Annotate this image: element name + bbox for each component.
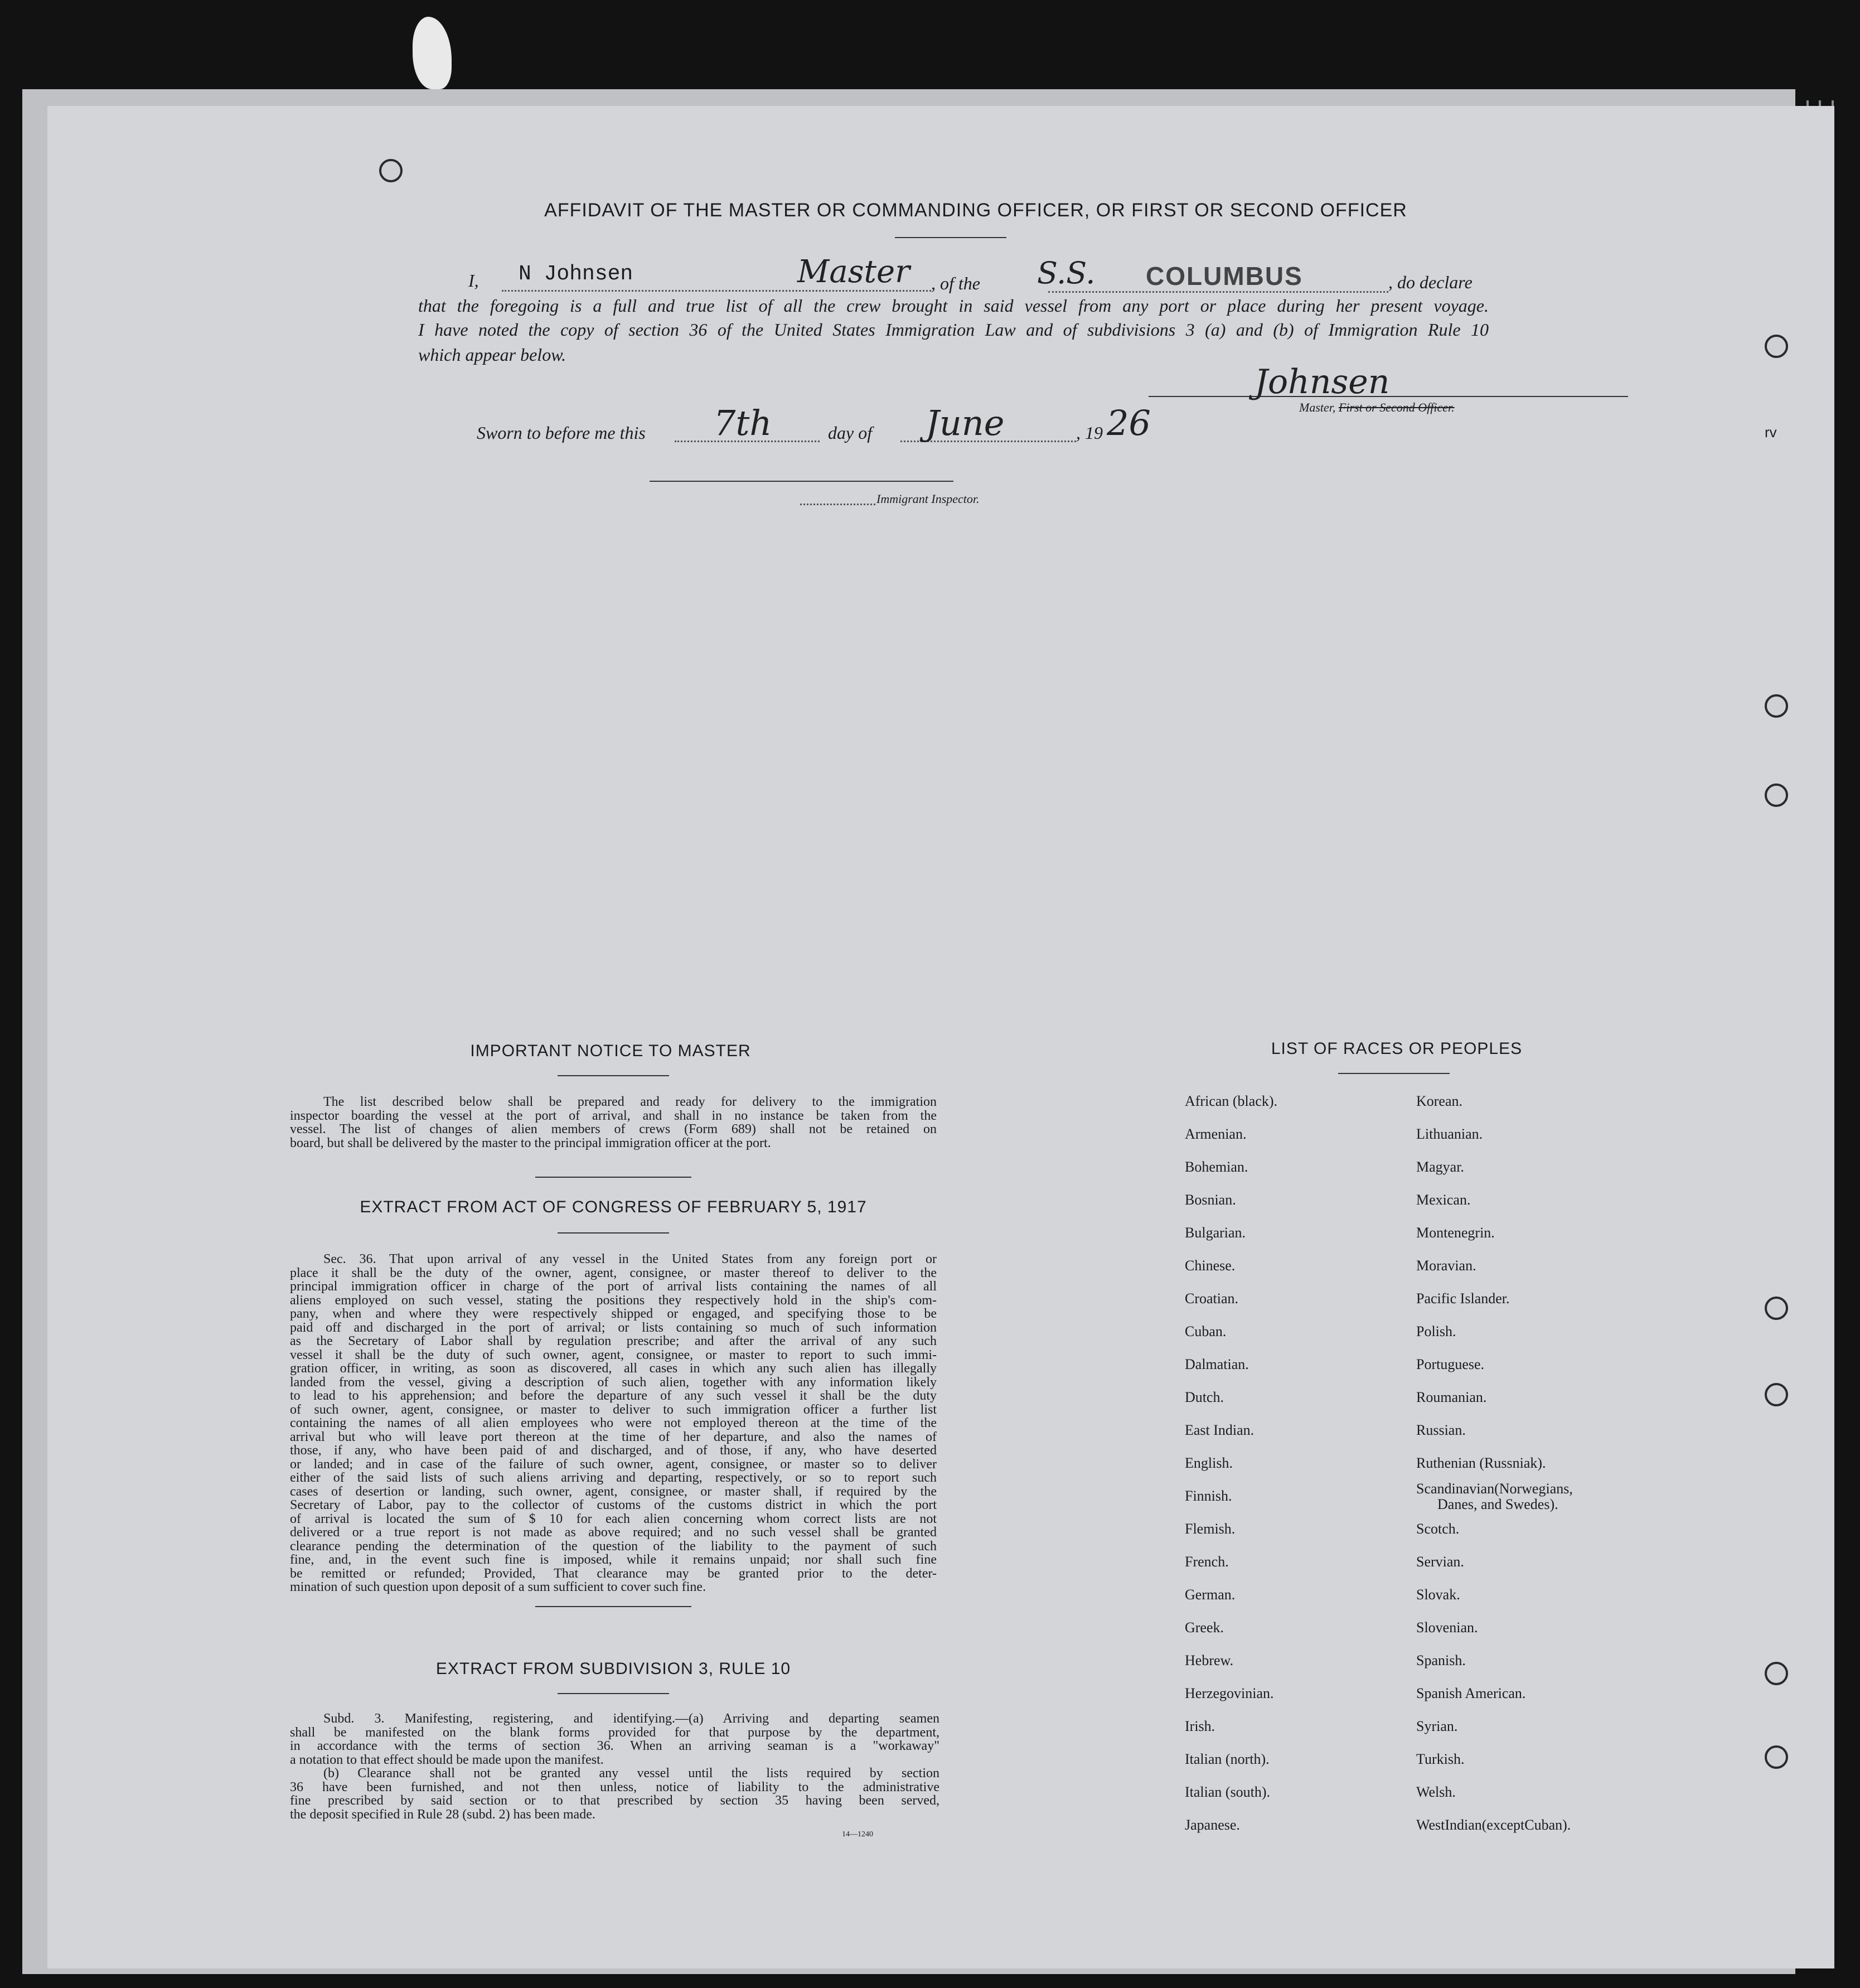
race-item: Chinese.: [1185, 1257, 1236, 1274]
race-item: Hebrew.: [1185, 1652, 1234, 1668]
sworn-year: 26: [1107, 403, 1151, 443]
declaration-line: which appear below.: [418, 345, 566, 365]
race-item: Bosnian.: [1185, 1192, 1236, 1208]
declaration-line: that the foregoing is a full and true list of all the crew brought in said vessel from any port or place during her present voyage.: [418, 296, 1489, 316]
inspector-line: [650, 481, 953, 482]
race-item: Pacific Islander.: [1416, 1290, 1510, 1307]
margin-mark: rv: [1765, 424, 1777, 441]
do-declare: , do declare: [1388, 272, 1472, 292]
sworn-label: Sworn to before me this: [477, 423, 646, 443]
punch-hole: [1765, 783, 1788, 807]
race-item: Irish.: [1185, 1718, 1215, 1734]
race-item: Greek.: [1185, 1619, 1224, 1636]
master-signature: Johnsen: [1254, 362, 1390, 402]
punch-hole: [1765, 1297, 1788, 1320]
divider: [895, 237, 1006, 238]
extract-rule-title: EXTRACT FROM SUBDIVISION 3, RULE 10: [435, 1660, 791, 1678]
race-item: Welsh.: [1416, 1784, 1456, 1800]
race-item: Armenian.: [1185, 1126, 1247, 1142]
race-item: Spanish.: [1416, 1652, 1466, 1668]
divider: [558, 1693, 669, 1694]
extract-act-body: Sec. 36. That upon arrival of any vessel in the United States from any foreign port or place it shall be the duty of the owner, agent, consignee, or master thereof to deliver to the principal immigration officer in charge of the port of arrival lists containing the names of all aliens employed on such vessel, stating the positions they respectively hold in the ship's com- pany, when and where they were respectively shipped or engaged, and specifying those to be paid off and discharged in the port of arrival; or lists containing so much of such information as the Secretary of Labor shall by regulation prescribe; and after the arrival of any such vessel it shall be the duty of such owner, agent, consignee, or master to report to such immi- gration officer, in writing, as soon as discovered, all cases in which any such alien has illegally landed from the vessel, giving a description of such alien, together with any information likely to lead to his apprehension; and before the departure of any such vessel it shall be the duty of such owner, agent, consignee, or master to deliver to such immigration officer a further list containing the names of all alien employees who were not employed thereon at the time of the arrival but who will leave port thereon at the time of her departure, and also the names of those, if any, who have been paid of and discharged, and of those, if any, who have deserted or landed; and in case of the failure of such owner, agent, consignee, or master so to deliver either of the said lists of such aliens arriving and departing, respectively, or so to report such cases of desertion or landing, such owner, agent, consignee, or master shall, if required by the Secretary of Labor, pay to the collector of customs of the customs district in which the port of arrival is located the sum of $ 10 for each alien concerning whom correct lists are not delivered or a true report is not made as above required; and no such vessel shall be granted clearance pending the determination of the question of the liability to the payment of such fine, and, in the event such fine is imposed, while it remains unpaid; nor shall such fine be remitted or refunded; Provided, That clearance may be granted prior to the deter- mination of such question upon deposit of a sum sufficient to cover such fine.: [290, 1252, 937, 1594]
divider: [535, 1606, 691, 1607]
sworn-day: 7th: [714, 403, 772, 443]
race-item: German.: [1185, 1586, 1236, 1603]
race-item: Servian.: [1416, 1554, 1464, 1570]
races-title: LIST OF RACES OR PEOPLES: [1271, 1039, 1523, 1058]
declaration-line: I have noted the copy of section 36 of the United States Immigration Law and of subdivisions 3 (a) and (b) of Immigration Rule 10: [418, 320, 1489, 340]
divider: [1338, 1073, 1450, 1074]
race-item: Scotch.: [1416, 1521, 1460, 1537]
race-item: WestIndian(exceptCuban).: [1416, 1817, 1571, 1833]
race-item: Spanish American.: [1416, 1685, 1526, 1701]
race-item: Portuguese.: [1416, 1356, 1485, 1372]
extract-rule-body: Subd. 3. Manifesting, registering, and identifying.—(a) Arriving and departing seamen shall be manifested on the blank forms provided for that purpose by the department, in accordance with the terms of section 36. When an arriving seaman is a "workaway" a notation to that effect should be made upon the manifest. (b) Clearance shall not be granted any vessel until the lists required by section 36 have been furnished, and not then unless, notice of liability to the administrative fine prescribed by said section or to that prescribed by section 35 having been served, the deposit specified in Rule 28 (subd. 2) has been made.: [290, 1711, 939, 1822]
race-item: Japanese.: [1185, 1817, 1240, 1833]
punch-hole: [1765, 1745, 1788, 1769]
punch-hole: [379, 159, 403, 182]
vessel-prefix: S.S.: [1037, 255, 1096, 291]
sworn-month: June: [926, 403, 1005, 443]
affidavit-page: [47, 106, 1834, 1968]
race-item: Montenegrin.: [1416, 1225, 1495, 1241]
race-item: English.: [1185, 1455, 1233, 1471]
race-item: Russian.: [1416, 1422, 1466, 1438]
fill-line: [1048, 291, 1388, 293]
extract-act-title: EXTRACT FROM ACT OF CONGRESS OF FEBRUARY 5, 1917: [360, 1198, 867, 1216]
race-item: Polish.: [1416, 1323, 1456, 1339]
race-item: Flemish.: [1185, 1521, 1236, 1537]
race-item: Italian (south).: [1185, 1784, 1271, 1800]
divider: [535, 1177, 691, 1178]
torn-paper-flap: [413, 17, 452, 89]
vessel-name-stamp: COLUMBUS: [1146, 262, 1303, 291]
race-item: Dutch.: [1185, 1389, 1224, 1405]
form-number: 14—1240: [842, 1830, 873, 1839]
signature-caption: Master, First or Second Officer.: [1299, 400, 1455, 414]
race-item: African (black).: [1185, 1093, 1278, 1109]
inspector-label: Immigrant Inspector.: [876, 492, 980, 506]
fill-line: [502, 290, 931, 292]
race-item: Slovak.: [1416, 1586, 1460, 1603]
punch-hole: [1765, 694, 1788, 718]
rank-handwritten: Master: [797, 254, 910, 290]
day-label: day of: [828, 423, 873, 443]
fill-line: [800, 504, 875, 505]
punch-hole: [1765, 335, 1788, 358]
notice-title: IMPORTANT NOTICE TO MASTER: [470, 1042, 751, 1060]
race-item: Italian (north).: [1185, 1751, 1270, 1767]
race-item: Bohemian.: [1185, 1159, 1248, 1175]
affidavit-title: AFFIDAVIT OF THE MASTER OR COMMANDING OFFICER, OR FIRST OR SECOND OFFICER: [544, 200, 1407, 221]
race-item: Turkish.: [1416, 1751, 1465, 1767]
race-item: Moravian.: [1416, 1257, 1476, 1274]
race-item: Mexican.: [1416, 1192, 1471, 1208]
race-item: Slovenian.: [1416, 1619, 1478, 1636]
race-item: Lithuanian.: [1416, 1126, 1483, 1142]
year-prefix: , 19: [1076, 423, 1103, 443]
race-item: Finnish.: [1185, 1488, 1232, 1504]
divider: [558, 1075, 669, 1076]
race-item: Magyar.: [1416, 1159, 1464, 1175]
punch-hole: [1765, 1383, 1788, 1406]
race-item: Croatian.: [1185, 1290, 1239, 1307]
race-item: Korean.: [1416, 1093, 1463, 1109]
of-the-label: , of the: [931, 273, 980, 293]
race-item: East Indian.: [1185, 1422, 1254, 1438]
race-item: Syrian.: [1416, 1718, 1458, 1734]
master-name: N Johnsen: [519, 262, 633, 286]
notice-body: The list described below shall be prepared and ready for delivery to the immigration inspector boarding the vessel at the port of arrival, and shall in no instance be taken from the vessel. The list of changes of alien members of crews (Form 689) shall not be retained on board, but shall be delivered by the master to the principal immigration officer at the port.: [290, 1095, 937, 1150]
divider: [558, 1232, 669, 1234]
race-item-continued: Danes, and Swedes).: [1437, 1496, 1558, 1512]
race-item: Ruthenian (Russniak).: [1416, 1455, 1546, 1471]
race-item: Cuban.: [1185, 1323, 1227, 1339]
race-item: French.: [1185, 1554, 1229, 1570]
i-label: I,: [468, 270, 479, 291]
punch-hole: [1765, 1662, 1788, 1685]
race-item: Herzegovinian.: [1185, 1685, 1274, 1701]
race-item: Bulgarian.: [1185, 1225, 1246, 1241]
race-item: Scandinavian(Norwegians,: [1416, 1481, 1573, 1497]
race-item: Dalmatian.: [1185, 1356, 1249, 1372]
race-item: Roumanian.: [1416, 1389, 1487, 1405]
